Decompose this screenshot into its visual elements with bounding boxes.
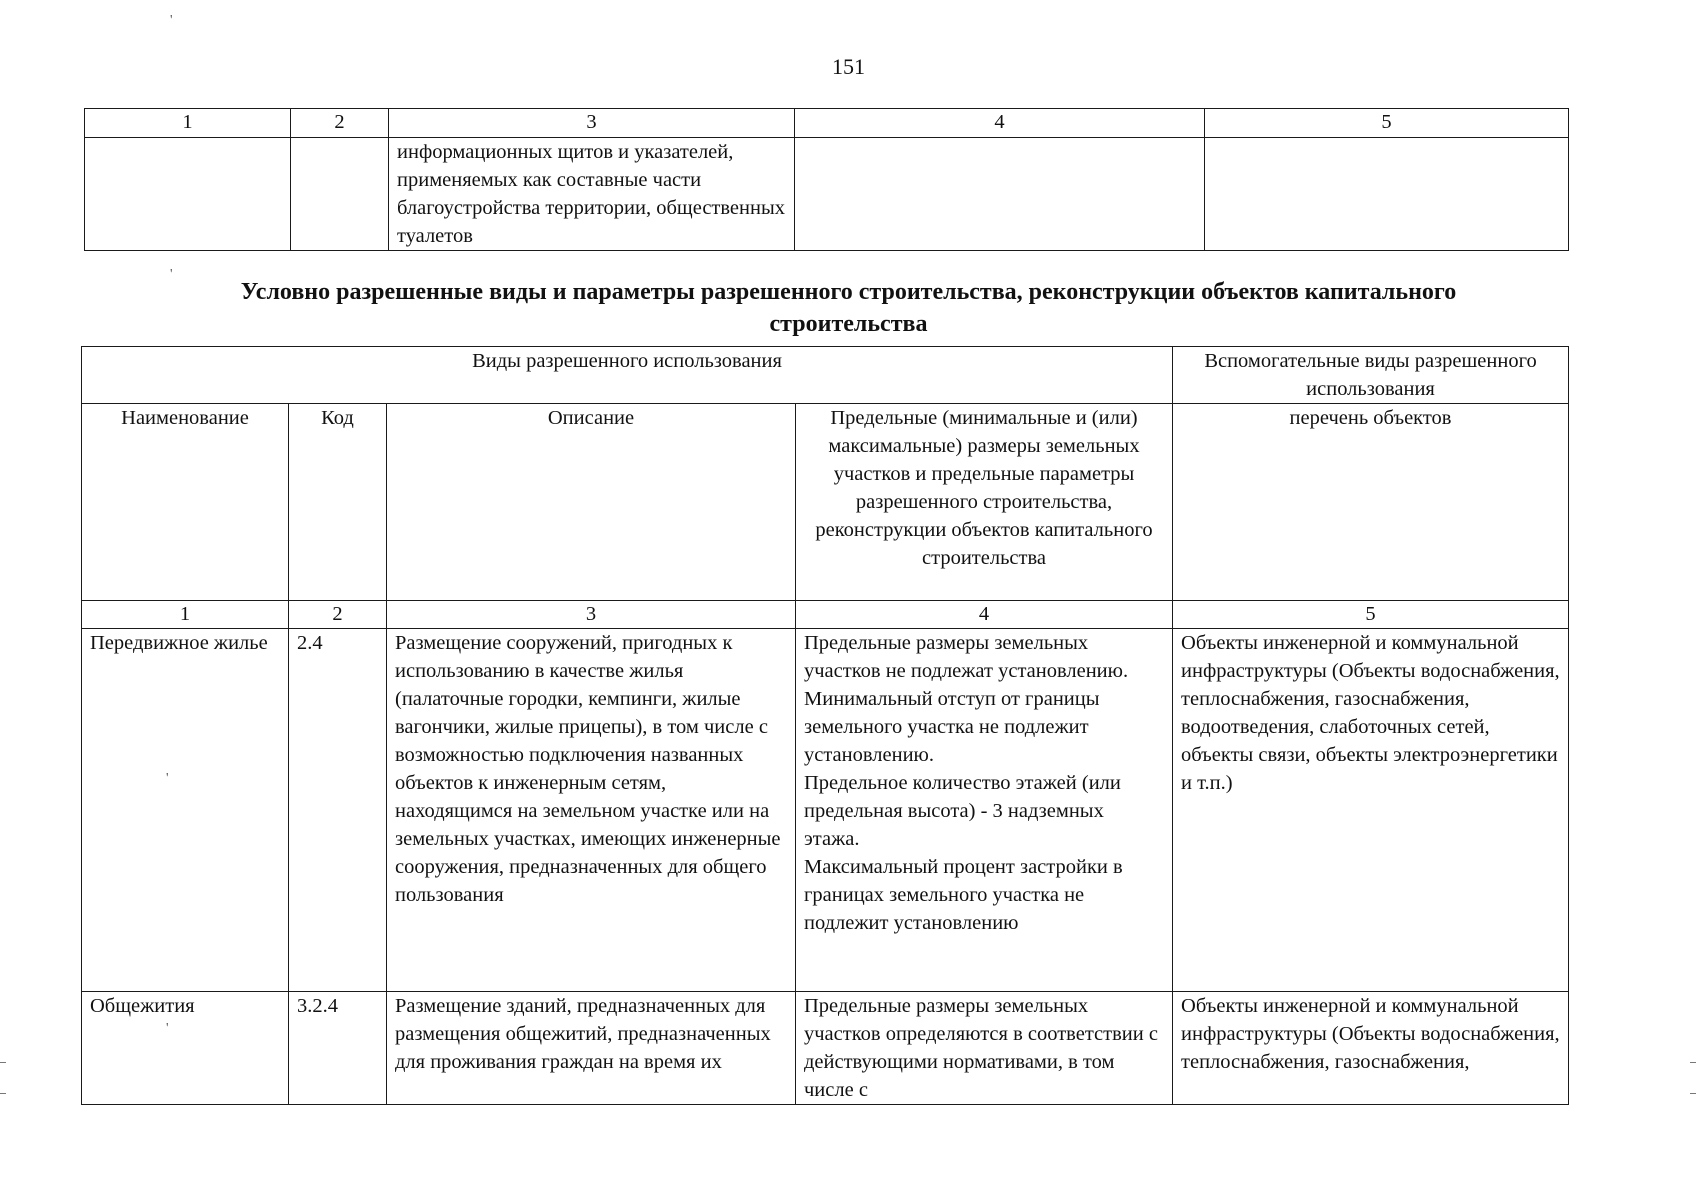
code-cell: 2.4 bbox=[289, 629, 387, 992]
column-number: 2 bbox=[289, 601, 387, 629]
column-number: 2 bbox=[291, 109, 389, 138]
section-title-text: Условно разрешенные виды и параметры разрешенного строительства, реконструкции объектов капитального строительства bbox=[240, 279, 1457, 337]
header-row bbox=[82, 404, 1569, 601]
parameters-cell bbox=[795, 138, 1205, 251]
description-cell: информационных щитов и указателей, применяемых как составные части благоустройства территории, общественных туалетов bbox=[389, 138, 795, 251]
table-row bbox=[82, 992, 1569, 1105]
header-objects-list: перечень объектов bbox=[1173, 404, 1569, 601]
parameters-cell: Предельные размеры земельных участков не подлежат установлению. Минимальный отступ от границы земельного участка не подлежит установлению. Предельное количество этажей (или предельная высота) - 3 надземных этажа. Максимальный процент застройки в границах земельного участка не подлежит установлению bbox=[796, 629, 1173, 992]
page-number: 151 bbox=[832, 54, 865, 79]
column-number: 3 bbox=[387, 601, 796, 629]
column-number: 1 bbox=[85, 109, 291, 138]
header-permitted-uses: Виды разрешенного использования bbox=[82, 347, 1173, 404]
auxiliary-cell bbox=[1205, 138, 1569, 251]
column-number-row bbox=[82, 601, 1569, 629]
column-number: 5 bbox=[1173, 601, 1569, 629]
code-cell bbox=[291, 138, 389, 251]
scan-speck: ' bbox=[170, 13, 173, 28]
scan-edge-mark bbox=[0, 1062, 6, 1094]
description-cell: Размещение зданий, предназначенных для размещения общежитий, предназначенных для проживания граждан на время их bbox=[387, 992, 796, 1105]
description-cell: Размещение сооружений, пригодных к использованию в качестве жилья (палаточные городки, кемпинги, жилые вагончики, жилые прицепы), в том числе с возможностью подключения названных объектов к инженерным сетям, находящимся на земельном участке или на земельных участках, имеющих инженерные сооружения, предназначенных для общего пользования bbox=[387, 629, 796, 992]
column-number-row bbox=[85, 109, 1569, 138]
parameters-cell: Предельные размеры земельных участков определяются в соответствии с действующими нормативами, в том числе с bbox=[796, 992, 1173, 1105]
name-cell: Передвижное жилье bbox=[82, 629, 289, 992]
header-name: Наименование bbox=[82, 404, 289, 601]
name-cell: Общежития bbox=[82, 992, 289, 1105]
section-title bbox=[0, 276, 1697, 340]
table-row bbox=[82, 629, 1569, 992]
scan-edge-mark bbox=[1690, 1062, 1696, 1094]
scan-speck: ' bbox=[166, 771, 169, 786]
conditional-uses-table bbox=[81, 346, 1569, 1105]
code-cell: 3.2.4 bbox=[289, 992, 387, 1105]
name-cell bbox=[85, 138, 291, 251]
column-number: 1 bbox=[82, 601, 289, 629]
header-auxiliary-uses: Вспомогательные виды разрешенного использования bbox=[1173, 347, 1569, 404]
continuation-table bbox=[84, 108, 1569, 251]
column-number: 4 bbox=[796, 601, 1173, 629]
scan-speck: ' bbox=[166, 1021, 169, 1036]
column-number: 3 bbox=[389, 109, 795, 138]
column-number: 5 bbox=[1205, 109, 1569, 138]
table-row bbox=[85, 138, 1569, 251]
header-description: Описание bbox=[387, 404, 796, 601]
scan-speck: ' bbox=[170, 267, 173, 282]
header-code: Код bbox=[289, 404, 387, 601]
auxiliary-cell: Объекты инженерной и коммунальной инфраструктуры (Объекты водоснабжения, теплоснабжения, газоснабжения, водоотведения, слаботочных сетей, объекты связи, объекты электроэнергетики и т.п.) bbox=[1173, 629, 1569, 992]
header-parameters: Предельные (минимальные и (или) максимальные) размеры земельных участков и предельные параметры разрешенного строительства, реконструкции объектов капитального строительства bbox=[796, 404, 1173, 601]
auxiliary-cell: Объекты инженерной и коммунальной инфраструктуры (Объекты водоснабжения, теплоснабжения, газоснабжения, bbox=[1173, 992, 1569, 1105]
column-number: 4 bbox=[795, 109, 1205, 138]
header-group-row bbox=[82, 347, 1569, 404]
